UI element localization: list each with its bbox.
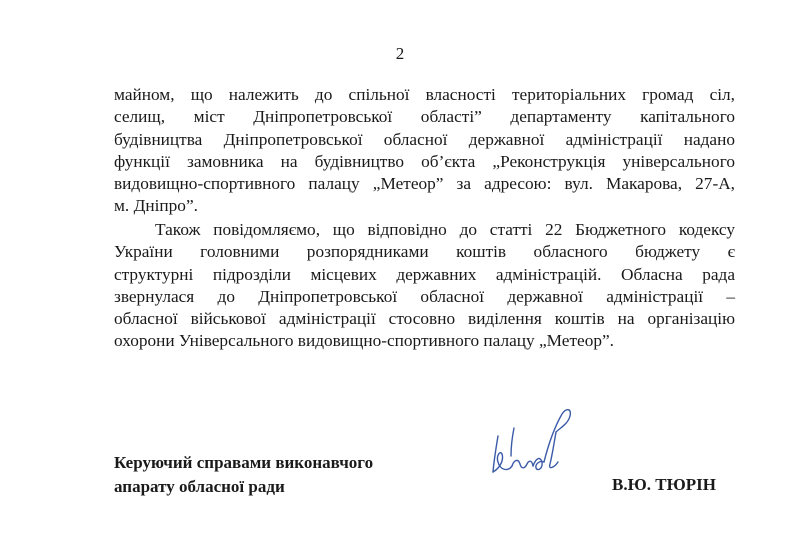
paragraph-line: майном, що належить до спільної власності територіальних громад сіл, xyxy=(114,85,735,104)
paragraph-line: селищ, міст Дніпропетровської області” департаменту капітального xyxy=(114,107,735,127)
handwritten-signature xyxy=(478,398,588,488)
paragraph-line: функції замовника на будівництво об’єкта „Реконструкція універсального xyxy=(114,151,735,171)
body-paragraph-2 xyxy=(114,219,735,353)
paragraph-line: охорони Універсального видовищно-спортивного палацу „Метеор”. xyxy=(114,331,614,351)
paragraph-line: м. Дніпро”. xyxy=(114,196,198,216)
paragraph-line: структурні підрозділи місцевих державних адміністрацій. Обласна рада xyxy=(114,264,735,284)
body-paragraph-1 xyxy=(114,84,735,218)
paragraph-line: звернулася до Дніпропетровської обласної державної адміністрації – xyxy=(114,286,735,306)
paragraph-line: Також повідомляємо, що відповідно до статті 22 Бюджетного кодексу xyxy=(155,220,735,239)
page-number: 2 xyxy=(395,44,405,63)
signatory-title-line: Керуючий справами виконавчого xyxy=(114,453,374,472)
paragraph-line: обласної військової адміністрації стосовно виділення коштів на організацію xyxy=(114,309,735,329)
signatory-title-line: апарату обласної ради xyxy=(114,477,285,496)
signatory-title xyxy=(114,451,373,499)
paragraph-line: видовищно-спортивного палацу „Метеор” за адресою: вул. Макарова, 27-А, xyxy=(114,174,735,194)
signatory-name: В.Ю. ТЮРІН xyxy=(612,475,716,494)
paragraph-line: будівництва Дніпропетровської обласної державної адміністрації надано xyxy=(114,129,735,149)
paragraph-line: України головними розпорядниками коштів обласного бюджету є xyxy=(114,242,735,262)
